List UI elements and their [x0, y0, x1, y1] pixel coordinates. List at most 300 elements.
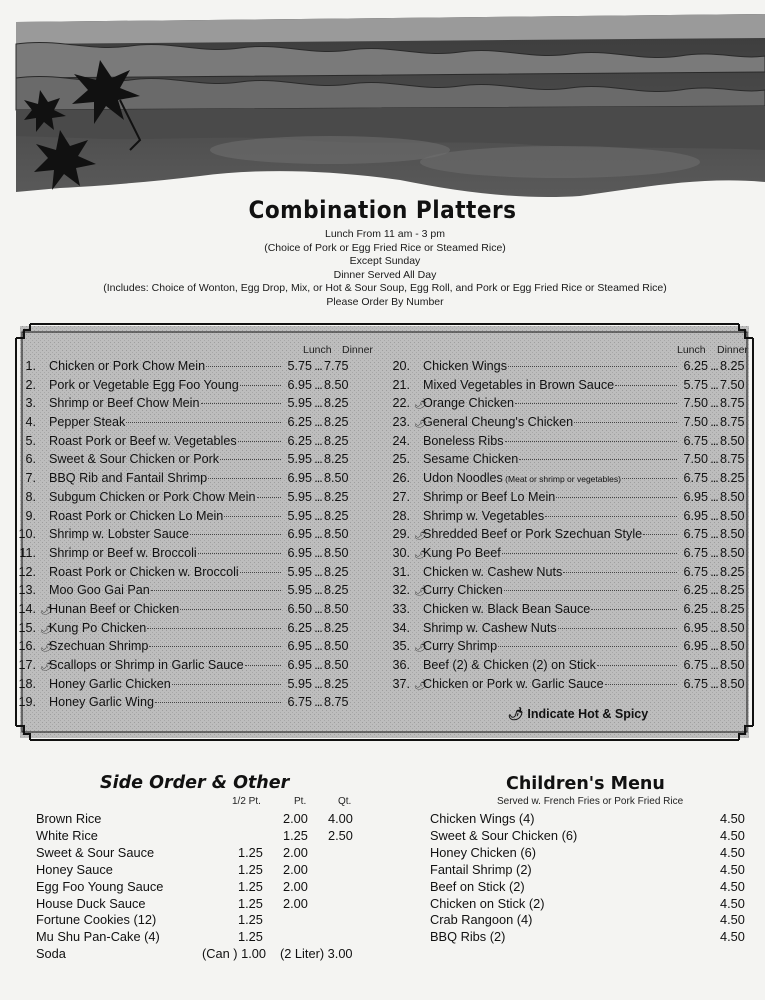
- dinner-price: 8.50: [324, 658, 349, 672]
- dot-leader: [206, 366, 281, 367]
- dot-leader: [597, 665, 677, 666]
- item-name: Sesame Chicken: [423, 452, 519, 467]
- lunch-header-left: Lunch: [303, 344, 332, 356]
- dot-leader: [605, 684, 677, 685]
- half-pt-header: 1/2 Pt.: [232, 796, 261, 807]
- dot-leader: [149, 646, 281, 647]
- dinner-price: 8.25: [720, 359, 745, 373]
- roof-tile-banner: [0, 0, 765, 215]
- lunch-price: 6.95: [683, 639, 708, 654]
- menu-item-row: [388, 527, 750, 546]
- chili-pepper-icon: 🌶︎: [414, 642, 427, 654]
- dot-leader: [198, 553, 281, 554]
- kids-item-name: Chicken on Stick (2): [430, 895, 545, 911]
- price-separator: ...: [710, 545, 718, 560]
- dot-leader: [508, 366, 677, 367]
- dot-leader: [558, 628, 677, 629]
- item-name: Pepper Steak: [49, 415, 126, 430]
- side-item-name: Sweet & Sour Sauce: [36, 844, 155, 860]
- kids-item-price: 4.50: [720, 827, 745, 843]
- price-separator: ...: [314, 396, 322, 411]
- item-name: Subgum Chicken or Pork Chow Mein: [49, 489, 256, 504]
- price-separator: ...: [710, 433, 718, 448]
- chili-pepper-icon: 🌶︎: [40, 604, 53, 616]
- side-item-name: Honey Sauce: [36, 861, 113, 877]
- lunch-price: 7.50: [683, 396, 708, 411]
- item-number: 32.: [392, 583, 410, 598]
- menu-item-row: [388, 378, 750, 397]
- chili-pepper-icon: 🌶︎: [414, 586, 427, 598]
- item-name: General Cheung's Chicken: [423, 415, 574, 430]
- lunch-price: 6.75: [683, 471, 708, 486]
- item-number: 18.: [18, 676, 36, 691]
- half-pt-price: 1.25: [238, 895, 263, 911]
- price-separator: ...: [314, 658, 322, 672]
- lunch-price: 6.95: [287, 527, 312, 542]
- item-number: 23.: [392, 415, 410, 430]
- dot-leader: [224, 516, 281, 517]
- dot-leader: [563, 572, 677, 573]
- price-separator: ...: [314, 527, 322, 542]
- dot-leader: [504, 590, 677, 591]
- dinner-price: 8.50: [324, 639, 349, 654]
- item-number: 20.: [392, 359, 410, 373]
- soda-row: [36, 946, 376, 963]
- menu-item-row: [14, 565, 354, 584]
- menu-item-row: [388, 621, 750, 640]
- qt-price: 2.50: [328, 827, 353, 843]
- item-number: 29.: [392, 527, 410, 542]
- dinner-price: 8.50: [324, 471, 349, 486]
- chili-pepper-icon: 🌶︎: [508, 707, 524, 721]
- item-number: 10.: [18, 527, 36, 542]
- menu-item-row: [388, 490, 750, 509]
- dinner-price: 7.50: [720, 377, 745, 392]
- price-separator: ...: [710, 620, 718, 635]
- kids-item-name: Honey Chicken (6): [430, 844, 536, 860]
- dinner-price: 8.75: [324, 695, 349, 710]
- item-name: Mixed Vegetables in Brown Sauce: [423, 377, 615, 392]
- dot-leader: [498, 646, 677, 647]
- item-number: 15.: [18, 620, 36, 635]
- dot-leader: [220, 459, 281, 460]
- price-separator: ...: [710, 396, 718, 411]
- dinner-price: 8.50: [720, 658, 745, 672]
- item-number: 12.: [18, 564, 36, 579]
- item-number: 8.: [25, 489, 36, 504]
- price-separator: ...: [314, 415, 322, 430]
- lunch-price: 5.95: [287, 676, 312, 691]
- dinner-price: 8.25: [324, 620, 349, 635]
- item-number: 24.: [392, 433, 410, 448]
- item-name: Shrimp w. Vegetables: [423, 508, 545, 523]
- price-separator: ...: [314, 489, 322, 504]
- item-number: 3.: [25, 396, 36, 411]
- item-name: Honey Garlic Wing: [49, 695, 154, 710]
- lunch-price: 6.75: [683, 527, 708, 542]
- item-name: Shrimp or Beef Lo Mein: [423, 489, 556, 504]
- item-name: Shredded Beef or Pork Szechuan Style: [423, 527, 643, 542]
- dinner-price: 8.25: [324, 433, 349, 448]
- dot-leader: [519, 459, 677, 460]
- item-name: Hunan Beef or Chicken: [49, 601, 180, 616]
- menu-item-row: [388, 658, 750, 677]
- info-line: Lunch From 11 am - 3 pm: [324, 228, 446, 240]
- side-item-name: White Rice: [36, 827, 98, 843]
- item-number: 19.: [18, 695, 36, 710]
- dinner-price: 8.25: [720, 564, 745, 579]
- item-number: 30.: [392, 545, 410, 560]
- dinner-price: 8.25: [324, 583, 349, 598]
- pt-price: 2.00: [283, 844, 308, 860]
- price-separator: ...: [710, 359, 718, 373]
- dot-leader: [208, 478, 281, 479]
- dinner-price: 8.50: [324, 545, 349, 560]
- price-separator: ...: [314, 359, 322, 373]
- side-item-name: House Duck Sauce: [36, 895, 146, 911]
- lunch-price: 6.95: [287, 545, 312, 560]
- lunch-price: 6.25: [683, 583, 708, 598]
- item-number: 31.: [392, 564, 410, 579]
- dot-leader: [190, 534, 281, 535]
- item-number: 6.: [25, 452, 36, 467]
- menu-item-row: [388, 546, 750, 565]
- menu-item-row: [388, 565, 750, 584]
- lunch-price: 5.95: [287, 564, 312, 579]
- dinner-price: 8.25: [324, 415, 349, 430]
- menu-item-row: [388, 602, 750, 621]
- dinner-price: 8.25: [324, 564, 349, 579]
- item-name: Shrimp w. Cashew Nuts: [423, 620, 557, 635]
- item-name: Scallops or Shrimp in Garlic Sauce: [49, 658, 244, 672]
- info-line: (Includes: Choice of Wonton, Egg Drop, Mix, or Hot & Sour Soup, Egg Roll, and Pork or Egg Fried Rice or Steamed Rice): [103, 282, 667, 294]
- menu-item-row: [14, 621, 354, 640]
- dinner-price: 8.50: [324, 377, 349, 392]
- menu-item-row: [14, 359, 354, 378]
- dinner-price: 8.50: [720, 545, 745, 560]
- info-line: (Choice of Pork or Egg Fried Rice or Steamed Rice): [264, 241, 506, 254]
- dinner-price: 8.25: [720, 601, 745, 616]
- lunch-price: 6.95: [683, 508, 708, 523]
- qt-header: Qt.: [338, 796, 352, 807]
- dinner-price: 8.50: [324, 527, 349, 542]
- pt-price: 2.00: [283, 895, 308, 911]
- chili-pepper-icon: 🌶︎: [414, 679, 427, 691]
- dot-leader: [515, 403, 677, 404]
- side-order-row: [36, 862, 376, 879]
- item-name: Shrimp w. Lobster Sauce: [49, 527, 190, 542]
- menu-item-row: [14, 396, 354, 415]
- side-order-row: [36, 929, 376, 946]
- side-order-row: [36, 828, 376, 845]
- dinner-price: 8.50: [720, 433, 745, 448]
- kids-item-name: Chicken Wings (4): [430, 811, 535, 826]
- item-name: Roast Pork or Chicken Lo Mein: [49, 508, 224, 523]
- price-separator: ...: [314, 433, 322, 448]
- lunch-price: 6.50: [287, 601, 312, 616]
- dinner-price: 8.25: [720, 583, 745, 598]
- menu-item-row: [14, 378, 354, 397]
- menu-item-row: [14, 639, 354, 658]
- menu-item-row: [14, 546, 354, 565]
- item-number: 37.: [392, 676, 410, 691]
- pt-price: 2.00: [283, 878, 308, 894]
- children-menu-subtitle: Served w. French Fries or Pork Fried Rice: [497, 796, 684, 807]
- item-name: Pork or Vegetable Egg Foo Young: [49, 377, 239, 392]
- children-menu-row: [430, 879, 750, 896]
- item-name: Curry Shrimp: [423, 639, 498, 654]
- price-separator: ...: [314, 695, 322, 710]
- dinner-header-right: Dinner: [717, 344, 748, 356]
- chili-pepper-icon: 🌶︎: [414, 530, 427, 542]
- lunch-price: 5.95: [287, 508, 312, 523]
- info-line: Except Sunday: [349, 255, 421, 267]
- menu-item-row: [14, 695, 354, 714]
- item-number: 22.: [392, 396, 410, 411]
- lunch-price: 6.25: [287, 415, 312, 430]
- dinner-price: 8.75: [720, 396, 745, 411]
- children-menu-row: [430, 896, 750, 913]
- dot-leader: [240, 572, 281, 573]
- half-pt-price: 1.25: [238, 878, 263, 894]
- item-name: Roast Pork or Beef w. Vegetables: [49, 433, 237, 448]
- price-separator: ...: [314, 545, 322, 560]
- item-number: 21.: [392, 377, 410, 392]
- children-menu-title: Children's Menu: [506, 774, 665, 794]
- item-number: 33.: [392, 601, 410, 616]
- lunch-price: 6.95: [683, 620, 708, 635]
- lunch-price: 6.25: [287, 433, 312, 448]
- dot-leader: [257, 497, 282, 498]
- item-name: Chicken w. Black Bean Sauce: [423, 601, 591, 616]
- info-line: Dinner Served All Day: [333, 268, 437, 281]
- half-pt-price: 1.25: [238, 929, 263, 945]
- dot-leader: [238, 441, 281, 442]
- item-name: Shrimp or Beef w. Broccoli: [49, 545, 197, 560]
- item-number: 25.: [392, 452, 410, 467]
- kids-item-name: Beef on Stick (2): [430, 878, 525, 894]
- menu-item-row: [14, 509, 354, 528]
- lunch-price: 6.95: [287, 639, 312, 654]
- item-number: 27.: [392, 489, 410, 504]
- price-separator: ...: [710, 489, 718, 504]
- side-item-name: Egg Foo Young Sauce: [36, 878, 164, 894]
- info-block: [0, 228, 765, 309]
- kids-item-name: Sweet & Sour Chicken (6): [430, 827, 578, 843]
- chili-pepper-icon: 🌶︎: [414, 399, 427, 411]
- item-name: Sweet & Sour Chicken or Pork: [49, 452, 220, 467]
- price-separator: ...: [710, 415, 718, 430]
- item-name: Chicken or Pork Chow Mein: [49, 359, 206, 373]
- menu-item-row: [388, 396, 750, 415]
- kids-item-name: BBQ Ribs (2): [430, 929, 506, 945]
- kids-item-name: Crab Rangoon (4): [430, 912, 533, 928]
- children-menu-row: [430, 845, 750, 862]
- menu-item-row: [388, 639, 750, 658]
- menu-item-row: [14, 452, 354, 471]
- hot-spicy-legend: [508, 707, 648, 722]
- side-order-title: Side Order & Other: [100, 773, 290, 793]
- pt-price: 2.00: [283, 811, 308, 826]
- dinner-price: 8.25: [324, 508, 349, 523]
- dinner-price: 8.75: [720, 452, 745, 467]
- dinner-price: 8.50: [720, 676, 745, 691]
- dot-leader: [556, 497, 677, 498]
- dot-leader: [240, 385, 281, 386]
- menu-item-row: [388, 509, 750, 528]
- dinner-price: 8.50: [720, 508, 745, 523]
- chili-pepper-icon: 🌶︎: [414, 418, 427, 430]
- dot-leader: [591, 609, 677, 610]
- dinner-price: 8.50: [720, 620, 745, 635]
- item-number: 11.: [19, 545, 36, 560]
- lunch-price: 5.95: [287, 489, 312, 504]
- side-order-row: [36, 811, 376, 828]
- dot-leader: [155, 702, 281, 703]
- lunch-price: 6.75: [683, 545, 708, 560]
- side-item-name: Fortune Cookies (12): [36, 912, 157, 928]
- item-number: 2.: [25, 377, 36, 392]
- price-separator: ...: [710, 377, 718, 392]
- dot-leader: [545, 516, 677, 517]
- lunch-price: 6.95: [287, 377, 312, 392]
- soda-name: Soda: [36, 946, 66, 961]
- item-name: Chicken Wings: [423, 359, 507, 373]
- item-number: 34.: [392, 620, 410, 635]
- price-separator: ...: [710, 676, 718, 691]
- price-separator: ...: [710, 471, 718, 486]
- dinner-price: 8.25: [324, 489, 349, 504]
- dot-leader: [172, 684, 281, 685]
- dot-leader: [147, 628, 281, 629]
- side-order-row: [36, 845, 376, 862]
- item-name: Shrimp or Beef Chow Mein: [49, 396, 200, 411]
- kids-item-price: 4.50: [720, 912, 745, 928]
- info-line: Please Order By Number: [326, 295, 444, 308]
- lunch-price: 5.75: [683, 377, 708, 392]
- item-number: 5.: [25, 433, 36, 448]
- half-pt-price: 1.25: [238, 844, 263, 860]
- price-separator: ...: [710, 527, 718, 542]
- chili-pepper-icon: 🌶︎: [40, 661, 53, 672]
- lunch-price: 5.75: [287, 359, 312, 373]
- dinner-price: 8.25: [324, 676, 349, 691]
- chili-pepper-icon: 🌶︎: [40, 642, 53, 654]
- item-number: 4.: [25, 415, 36, 430]
- menu-item-row: [14, 658, 354, 677]
- dinner-price: 8.75: [720, 415, 745, 430]
- price-separator: ...: [710, 658, 718, 672]
- dinner-price: 8.50: [720, 639, 745, 654]
- kids-item-price: 4.50: [720, 844, 745, 860]
- side-item-name: Brown Rice: [36, 811, 102, 826]
- menu-item-row: [14, 415, 354, 434]
- item-number: 1.: [25, 359, 36, 373]
- price-separator: ...: [314, 564, 322, 579]
- half-pt-price: 1.25: [238, 861, 263, 877]
- dot-leader: [505, 441, 677, 442]
- price-separator: ...: [314, 508, 322, 523]
- menu-item-row: [388, 434, 750, 453]
- children-menu-row: [430, 828, 750, 845]
- chili-pepper-icon: 🌶︎: [40, 623, 53, 635]
- side-order-row: [36, 912, 376, 929]
- children-menu-row: [430, 912, 750, 929]
- item-name: Honey Garlic Chicken: [49, 676, 171, 691]
- dinner-price: 8.25: [720, 471, 745, 486]
- price-separator: ...: [314, 471, 322, 486]
- lunch-price: 6.75: [683, 676, 708, 691]
- item-number: 36.: [392, 658, 410, 672]
- item-note: (Meat or shrimp or vegetables): [502, 474, 621, 485]
- kids-item-price: 4.50: [720, 895, 745, 911]
- kids-item-price: 4.50: [720, 929, 745, 945]
- half-pt-price: 1.25: [238, 912, 263, 928]
- item-name: Kung Po Chicken: [49, 620, 147, 635]
- lunch-price: 6.75: [683, 564, 708, 579]
- item-name: Chicken w. Cashew Nuts: [423, 564, 563, 579]
- item-name: Chicken or Pork w. Garlic Sauce: [423, 676, 604, 691]
- price-separator: ...: [710, 452, 718, 467]
- item-number: 35.: [392, 639, 410, 654]
- lunch-price: 6.75: [287, 695, 312, 710]
- lunch-price: 6.75: [683, 433, 708, 448]
- page-title: Combination Platters: [248, 196, 517, 224]
- menu-item-row: [388, 583, 750, 602]
- item-number: 14.: [18, 601, 36, 616]
- menu-item-row: [14, 527, 354, 546]
- menu-item-row: [388, 452, 750, 471]
- lunch-price: 7.50: [683, 415, 708, 430]
- dot-leader: [126, 422, 281, 423]
- side-order-row: [36, 879, 376, 896]
- dinner-price: 7.75: [324, 359, 349, 373]
- kids-item-price: 4.50: [720, 811, 745, 826]
- pt-header: Pt.: [294, 796, 307, 807]
- menu-item-row: [14, 583, 354, 602]
- dinner-header-left: Dinner: [342, 344, 373, 356]
- menu-item-row: [388, 471, 750, 490]
- lunch-price: 6.95: [683, 489, 708, 504]
- lunch-price: 6.25: [287, 620, 312, 635]
- price-separator: ...: [314, 452, 322, 467]
- dot-leader: [615, 385, 677, 386]
- dot-leader: [622, 478, 677, 479]
- item-name: Orange Chicken: [423, 396, 515, 411]
- kids-item-name: Fantail Shrimp (2): [430, 861, 532, 877]
- dinner-price: 8.50: [720, 527, 745, 542]
- item-number: 16.: [18, 639, 36, 654]
- item-name: Boneless Ribs: [423, 433, 504, 448]
- item-number: 9.: [25, 508, 36, 523]
- lunch-header-right: Lunch: [677, 344, 706, 356]
- item-name: Moo Goo Gai Pan: [49, 583, 150, 598]
- lunch-price: 6.25: [683, 601, 708, 616]
- dot-leader: [643, 534, 677, 535]
- left-menu-column: [14, 359, 354, 714]
- lunch-price: 5.95: [287, 396, 312, 411]
- lunch-price: 5.95: [287, 452, 312, 467]
- item-name: Curry Chicken: [423, 583, 503, 598]
- item-number: 17.: [18, 658, 36, 672]
- dinner-price: 8.50: [720, 489, 745, 504]
- hot-note-label: Indicate Hot & Spicy: [527, 707, 649, 721]
- price-separator: ...: [710, 508, 718, 523]
- menu-item-row: [14, 490, 354, 509]
- item-name: Udon Noodles (Meat or shrimp or vegetables): [423, 471, 621, 486]
- children-menu-row: [430, 811, 750, 828]
- price-separator: ...: [710, 583, 718, 598]
